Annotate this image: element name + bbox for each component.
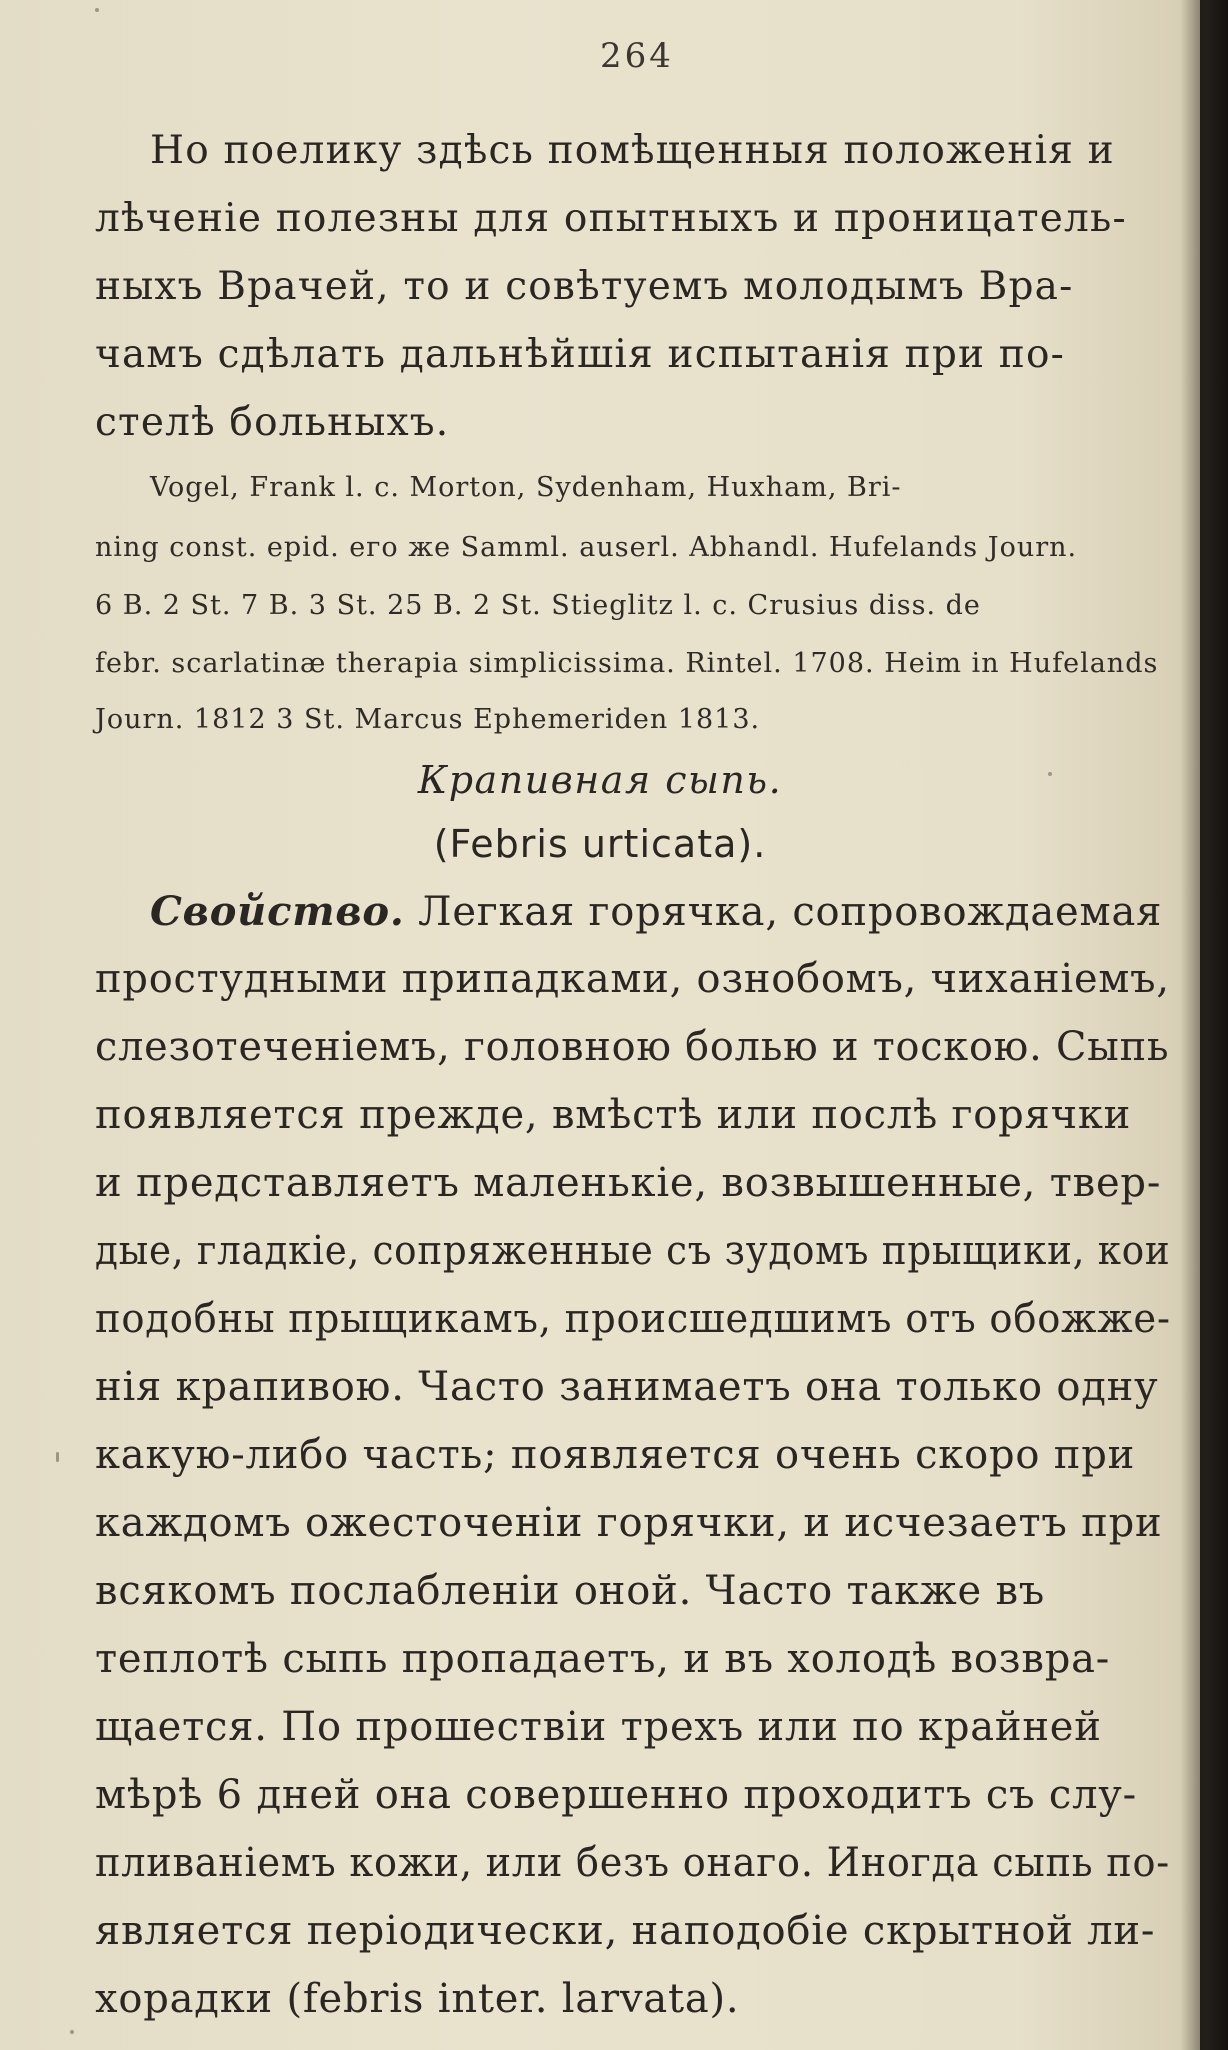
text-line: каждомъ ожесточеніи горячки, и исчезаетъ при	[95, 1500, 1163, 1546]
text-line: лѣченіе полезны для опытныхъ и проницатель-	[95, 196, 1127, 241]
text-line: простудными припадками, ознобомъ, чиханіемъ,	[95, 956, 1170, 1002]
paper-speck	[56, 1452, 59, 1462]
section-subtitle: (Febris urticata).	[433, 822, 767, 866]
page-number: 264	[600, 36, 674, 76]
text-line: ныхъ Врачей, то и совѣтуемъ молодымъ Вра-	[95, 264, 1074, 309]
reference-line: 6 B. 2 St. 7 B. 3 St. 25 B. 2 St. Stieglitz l. c. Crusius diss. de	[95, 590, 981, 621]
text-line: всякомъ послабленіи оной. Часто также въ	[95, 1568, 1046, 1614]
text-line: является періодически, наподобіе скрытной ли-	[95, 1908, 1156, 1954]
text-line: мѣрѣ 6 дней она совершенно проходитъ съ слу-	[95, 1772, 1137, 1818]
paper-speck	[95, 8, 99, 12]
text-line: и представляетъ маленькіе, возвышенные, твер-	[95, 1160, 1162, 1206]
reference-line: febr. scarlatinæ therapia simplicissima. Rintel. 1708. Heim in Hufelands	[95, 648, 1159, 679]
reference-line: Vogel, Frank l. c. Morton, Sydenham, Huxham, Bri-	[150, 472, 902, 503]
lead-term: Свойство.	[150, 888, 405, 935]
reference-line: ning const. epid. его же Samml. auserl. Abhandl. Hufelands Journ.	[95, 532, 1078, 563]
text-line: нія крапивою. Часто занимаетъ она только одну	[95, 1364, 1159, 1410]
text-line: дые, гладкіе, сопряженные съ зудомъ прыщики, кои	[95, 1228, 1171, 1274]
text-line: пливаніемъ кожи, или безъ онаго. Иногда сыпь по-	[95, 1840, 1170, 1886]
text-line: подобны прыщикамъ, происшедшимъ отъ обожже-	[95, 1296, 1171, 1342]
text-line: появляется прежде, вмѣстѣ или послѣ горячки	[95, 1092, 1132, 1138]
text-line: щается. По прошествіи трехъ или по крайней	[95, 1704, 1102, 1750]
page-shadow-edge	[1180, 0, 1228, 2050]
text-line: хорадки (febris inter. larvata).	[95, 1976, 740, 2022]
text-line-first	[150, 888, 1162, 935]
text-line: стелѣ больныхъ.	[95, 400, 450, 445]
text-line: чамъ сдѣлать дальнѣйшія испытанія при по-	[95, 332, 1066, 377]
paper-speck	[1048, 772, 1052, 776]
paper-speck	[70, 2030, 74, 2034]
text-line: слезотеченіемъ, головною болью и тоскою. Сыпь	[95, 1024, 1170, 1070]
text-line: теплотѣ сыпь пропадаетъ, и въ холодѣ возвра-	[95, 1636, 1111, 1682]
text-line: Но поелику здѣсь помѣщенныя положенія и	[150, 128, 1115, 173]
lead-rest: Легкая горячка, сопровождаемая	[418, 889, 1163, 935]
reference-line: Journ. 1812 3 St. Marcus Ephemeriden 1813.	[95, 704, 761, 735]
section-title: Крапивная сыпь.	[417, 758, 783, 802]
text-line: какую-либо часть; появляется очень скоро при	[95, 1432, 1136, 1478]
